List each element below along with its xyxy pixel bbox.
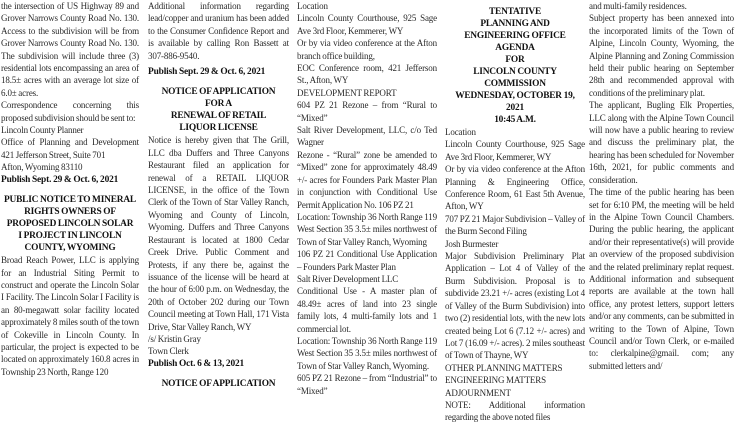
notice-paragraph: Salt River Development LLC bbox=[297, 273, 399, 284]
notice-paragraph: Correspondence concerning this proposed subdivision should be sent to: bbox=[1, 100, 139, 123]
notice-paragraph: Broad Reach Power, LLC is applying for an Industrial Siting Permit to construct and operate the Lincoln Solar I Facility. The Lincoln Solar I Facility is an 80-megawatt solar facility located approximately 8 miles south of the town of Cokeville in Lincoln County. In particular, the project is expected to be located on approximately 160.8 acres in Township 23 North, Range 120 bbox=[1, 255, 139, 377]
notice-paragraph: Location: Township 36 North Range 119 West Section 35 3.5± miles northwest of Town of Star Valley Ranch, Wyoming bbox=[297, 211, 437, 247]
notice-paragraph: Lincoln County Planner bbox=[1, 125, 84, 136]
notice-paragraph: Or by via video conference at the Afton branch office building, bbox=[297, 38, 437, 61]
notice-paragraph: Rezone - “Rural” zone be amended to “Mixed” zone for approximately 48.49 +/- acres for Founders Park Master Plan in conjunction with Conditional Use Permit Application No. 106 PZ 21 bbox=[297, 149, 437, 210]
notice-paragraph: NOTE: Additional information regarding the above noted files bbox=[445, 399, 585, 423]
column-2 bbox=[148, 0, 289, 390]
notice-paragraph: 605 PZ 21 Rezone – from “Industrial” to “Mixed” bbox=[297, 373, 437, 396]
notice-paragraph: Location bbox=[445, 127, 476, 137]
notice-paragraph: ADJOURNMENT bbox=[445, 387, 511, 398]
notice-paragraph: Josh Burmester bbox=[445, 238, 499, 249]
notice-paragraph: Or by via video conference at the Afton Planning & Engineering Office, Conference Room, 61 East 5th Avenue, Afton, WY bbox=[445, 164, 585, 212]
notice-paragraph: /s/ Kristin Gray bbox=[148, 333, 201, 344]
notice-paragraph: Location: Township 36 North Range 119 West Section 35 3.5± miles northwest of Town of Star Valley Ranch, Wyoming. bbox=[297, 335, 437, 371]
notice-paragraph: and multi-family residences. bbox=[589, 1, 687, 11]
notice-heading: PUBLIC NOTICE TO MINERAL RIGHTS OWNERS OF PROPOSED LINCOLN SOLAR I PROJECT IN LINCOLN COUNTY, WYOMING bbox=[4, 195, 136, 254]
notice-heading: NOTICE OF APPLICATION FOR A RENEWAL OF RETAIL LIQUOR LICENSE bbox=[161, 87, 276, 134]
notice-paragraph: Office of Planning and Development bbox=[1, 137, 139, 148]
notice-paragraph: 421 Jefferson Street, Suite 701 bbox=[1, 149, 106, 160]
notice-heading: TENTATIVE PLANNING AND ENGINEERING OFFICE AGENDA FOR LINCOLN COUNTY COMMISSION WEDNESDAY, OCTOBER 19, 2021 10:45 A.M. bbox=[455, 7, 575, 125]
notice-paragraph: 707 PZ 21 Major Subdivision – Valley of the Burm Second Filing bbox=[445, 213, 585, 237]
notice-paragraph: Notice is hereby given that The Grill, LLC dba Duffers and Three Canyons Restaurant filed an application for renewal of a RETAIL LIQUOR LICENSE, in the office of the Town Clerk of the Town of Star Valley Ranch, Wyoming and County of Lincoln, Wyoming. Duffers and Three Canyons Restaurant is located at 1800 Cedar Creek Drive. Public Comment and Protests, if any there be, against the issuance of the license will be heard at the hour of 6:00 p.m. on Wednesday, the 20th of October 202 during our Town Council meeting at Town Hall, 171 Vista Drive, Star Valley Ranch, WY bbox=[148, 135, 289, 332]
column-4 bbox=[445, 0, 585, 424]
notice-paragraph: Town Clerk bbox=[148, 346, 189, 357]
notice-paragraph: Afton, Wyoming 83110 bbox=[1, 162, 83, 173]
notice-paragraph: Salt River Development, LLC, c/o Ted Wagner bbox=[297, 125, 437, 148]
notice-paragraph: 604 PZ 21 Rezone – from “Rural to “Mixed” bbox=[297, 100, 437, 123]
notice-paragraph: Location bbox=[297, 1, 328, 11]
column-1 bbox=[1, 0, 139, 378]
publish-dates: Publish Sept. 29 & Oct. 6, 2021 bbox=[148, 67, 266, 78]
notice-paragraph: Lincoln County Courthouse, 925 Sage Ave 3rd Floor, Kemmerer, WY bbox=[297, 13, 437, 36]
notice-paragraph: The time of the public hearing has been set for 6:10 PM, the meeting will be held in the Alpine Town Council Chambers. During the public hearing, the applicant and/or their representative(s) will provide an overview of the proposed subdivision and the related preliminary replat request. Additional information and subsequent reports are available at the town hall office, any protest letters, support letters and/or any comments, can be submitted in writing to the Town of Alpine, Town Council and/or Town Clerk, or e-mailed to: clerkalpine@gmail. com; any submitted letters and/ bbox=[589, 187, 734, 371]
notice-paragraph: OTHER PLANNING MATTERS bbox=[445, 362, 563, 373]
notice-paragraph: Additional information regarding lead/copper and uranium has been added to the Consumer Confidence Report and is available by calling Ron Bassett at 307-886-9540. bbox=[148, 1, 289, 61]
notice-heading: NOTICE OF APPLICATION bbox=[161, 379, 276, 390]
notice-paragraph: ENGINEERING MATTERS bbox=[445, 375, 546, 386]
publish-dates: Publish Sept. 29 & Oct. 6, 2021 bbox=[1, 174, 119, 185]
notice-paragraph: DEVELOPMENT REPORT bbox=[297, 87, 397, 98]
notice-paragraph: Subject property has been annexed into the incorporated limits of the Town of Alpine, Lincoln County, Wyoming, the Alpine Planning and Zoning Commission held their public hearing on September 28th and recommended approval with conditions of the preliminary plat. bbox=[589, 13, 734, 98]
notice-paragraph: 106 PZ 21 Conditional Use Application – Founders Park Master Plan bbox=[297, 249, 437, 272]
column-5 bbox=[589, 0, 734, 372]
notice-paragraph: The applicant, Bugling Elk Properties, LLC along with the Alpine Town Council will now have a public hearing to review and discuss the preliminary plat, the hearing has been scheduled for November 16th, 2021, for public comments and consideration. bbox=[589, 100, 734, 185]
notice-paragraph: Conditional Use - A master plan of 48.49± acres of land into 23 single family lots, 4 multi-family lots and 1 commercial lot. bbox=[297, 286, 437, 334]
notice-paragraph: EOC Conference room, 421 Jefferson St., Afton, WY bbox=[297, 63, 437, 86]
notice-paragraph: the intersection of US Highway 89 and Grover Narrows County Road No. 130. Access to the subdivision will be from Grover Narrows County Road No. 130. The subdivision will include three (3) residential lots encompassing an area of 18.5± acres with an average lot size of 6.0± acres. bbox=[1, 1, 139, 98]
notice-paragraph: Lincoln County Courthouse, 925 Sage Ave 3rd Floor, Kemmerer, WY bbox=[445, 139, 585, 162]
notice-paragraph: Major Subdivision Preliminary Plat Application – Lot 4 of Valley of the Burm Subdivision. Proposal is to subdivide 23.21 +/- acres (existing Lot 4 of Valley of the Burm Subdivision) into two (2) residential lots, with the new lots created being Lot 6 (7.12 +/- acres) and Lot 7 (16.09 +/- acres). 2 miles southeast of Town of Thayne, WY bbox=[445, 251, 585, 361]
column-3 bbox=[297, 0, 437, 397]
publish-dates: Publish Oct. 6 & 13, 2021 bbox=[148, 358, 245, 369]
